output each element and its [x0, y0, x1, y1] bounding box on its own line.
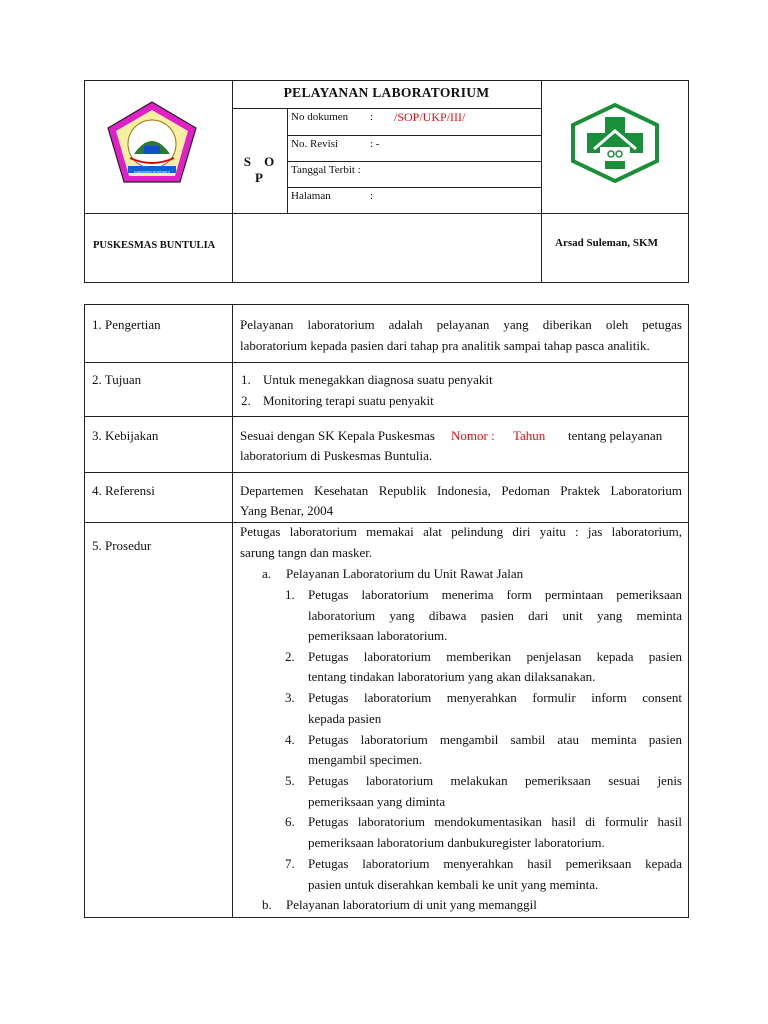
pengertian-label: 1. Pengertian	[92, 317, 161, 332]
header-divider-1	[232, 80, 233, 283]
content-border-left	[84, 304, 85, 918]
step-3-num: 3.	[285, 690, 295, 705]
step-3-line-2: kepada pasien	[308, 711, 382, 726]
step-4-num: 4.	[285, 732, 295, 747]
step-5-line-1: Petugas laboratorium melakukan pemeriksaan sesuai jenis	[308, 773, 682, 788]
step-7-line-2: pasien untuk diserahkan kembali ke unit yang meminta.	[308, 877, 599, 892]
row-line-2	[287, 161, 541, 162]
halaman-sep: :	[370, 190, 374, 202]
content-line-1	[84, 362, 689, 363]
content-border-bottom	[84, 917, 689, 918]
tujuan-item-2: Monitoring terapi suatu penyakit	[263, 393, 434, 408]
header-border-right	[688, 80, 689, 283]
step-6-line-1: Petugas laboratorium mendokumentasikan hasil di formulir hasil	[308, 814, 682, 829]
referensi-label: 4. Referensi	[92, 483, 155, 498]
pengertian-line-2: laboratorium kepada pasien dari tahap pra analitik sampai tahap pasca analitik.	[240, 338, 650, 353]
kebijakan-label: 3. Kebijakan	[92, 428, 159, 443]
header-divider-2	[541, 80, 542, 283]
emblem-caption: KABUPATEN POHUWATO	[133, 170, 171, 174]
referensi-line-2: Yang Benar, 2004	[240, 503, 334, 518]
kebijakan-line-1-post: tentang pelayanan	[568, 428, 663, 443]
step-5-line-2: pemeriksaan yang diminta	[308, 794, 446, 809]
row-line-3	[287, 187, 541, 188]
doc-no-sep: :	[370, 111, 374, 123]
header-border-bottom	[84, 282, 689, 283]
step-2-num: 2.	[285, 649, 295, 664]
tujuan-item-1: Untuk menegakkan diagnosa suatu penyakit	[263, 372, 493, 387]
step-3-line-1: Petugas laboratorium menyerahkan formulir inform consent	[308, 690, 682, 705]
sub-a-num: a.	[262, 566, 272, 581]
step-2-line-2: tentang tindakan laboratorium yang akan dilaksanakan.	[308, 669, 596, 684]
halaman-label: Halaman	[291, 190, 331, 202]
step-1-line-3: pemeriksaan laboratorium.	[308, 628, 448, 643]
step-6-line-2: pemeriksaan laboratorium danbukuregister laboratorium.	[308, 835, 605, 850]
content-line-3	[84, 472, 689, 473]
tanggal-label: Tanggal Terbit :	[291, 164, 361, 176]
header-border-mid	[84, 213, 689, 214]
step-1-line-1: Petugas laboratorium menerima form permintaan pemeriksaan	[308, 587, 682, 602]
step-6-num: 6.	[285, 814, 295, 829]
tujuan-item-2-num: 2.	[241, 393, 251, 408]
doc-no-value: /SOP/UKP/III/	[394, 110, 466, 124]
prosedur-label: 5. Prosedur	[92, 538, 152, 553]
puskesmas-logo-icon	[570, 103, 660, 183]
kebijakan-line-2: laboratorium di Puskesmas Buntulia.	[240, 448, 433, 463]
revisi-value: : -	[370, 138, 380, 150]
row-line-1	[287, 135, 541, 136]
step-5-num: 5.	[285, 773, 295, 788]
header-border-top	[84, 80, 689, 81]
step-2-line-1: Petugas laboratorium memberikan penjelasan kepada pasien	[308, 649, 682, 664]
tujuan-item-1-num: 1.	[241, 372, 251, 387]
step-4-line-2: mengambil specimen.	[308, 752, 423, 767]
header-border-left	[84, 80, 85, 283]
sub-b-title: Pelayanan laboratorium di unit yang memanggil	[286, 897, 537, 912]
pengertian-line-1: Pelayanan laboratorium adalah pelayanan yang diberikan oleh petugas	[240, 317, 682, 332]
title-underline	[232, 108, 541, 109]
signatory-name: Arsad Suleman, SKM	[555, 237, 658, 249]
content-border-top	[84, 304, 689, 305]
step-7-line-1: Petugas laboratorium menyerahkan hasil pemeriksaan kepada	[308, 856, 682, 871]
sub-a-title: Pelayanan Laboratorium du Unit Rawat Jalan	[286, 566, 524, 581]
prosedur-intro-line-1: Petugas laboratorium memakai alat pelindung diri yaitu : jas laboratorium,	[240, 524, 682, 539]
organization-name: PUSKESMAS BUNTULIA	[93, 240, 216, 251]
kebijakan-tahun: Tahun	[513, 428, 546, 443]
referensi-line-1: Departemen Kesehatan Republik Indonesia, Pedoman Praktek Laboratorium	[240, 483, 682, 498]
content-divider	[232, 304, 233, 918]
content-border-right	[688, 304, 689, 918]
sub-b-num: b.	[262, 897, 272, 912]
sop-label: S O P	[243, 154, 280, 185]
step-1-num: 1.	[285, 587, 295, 602]
doc-no-label: No dokumen	[291, 111, 349, 123]
step-7-num: 7.	[285, 856, 295, 871]
prosedur-intro-line-2: sarung tangn dan masker.	[240, 545, 373, 560]
step-4-line-1: Petugas laboratorium mengambil sambil atau meminta pasien	[308, 732, 682, 747]
revisi-label: No. Revisi	[291, 138, 339, 150]
kebijakan-nomor: Nomor :	[451, 428, 495, 443]
kebijakan-line-1-pre: Sesuai dengan SK Kepala Puskesmas	[240, 428, 439, 443]
tujuan-label: 2. Tujuan	[92, 372, 142, 387]
step-1-line-2: laboratorium yang dibawa pasien dari unit yang meminta	[308, 608, 682, 623]
document-title: PELAYANAN LABORATORIUM	[283, 85, 490, 100]
content-line-2	[84, 416, 689, 417]
